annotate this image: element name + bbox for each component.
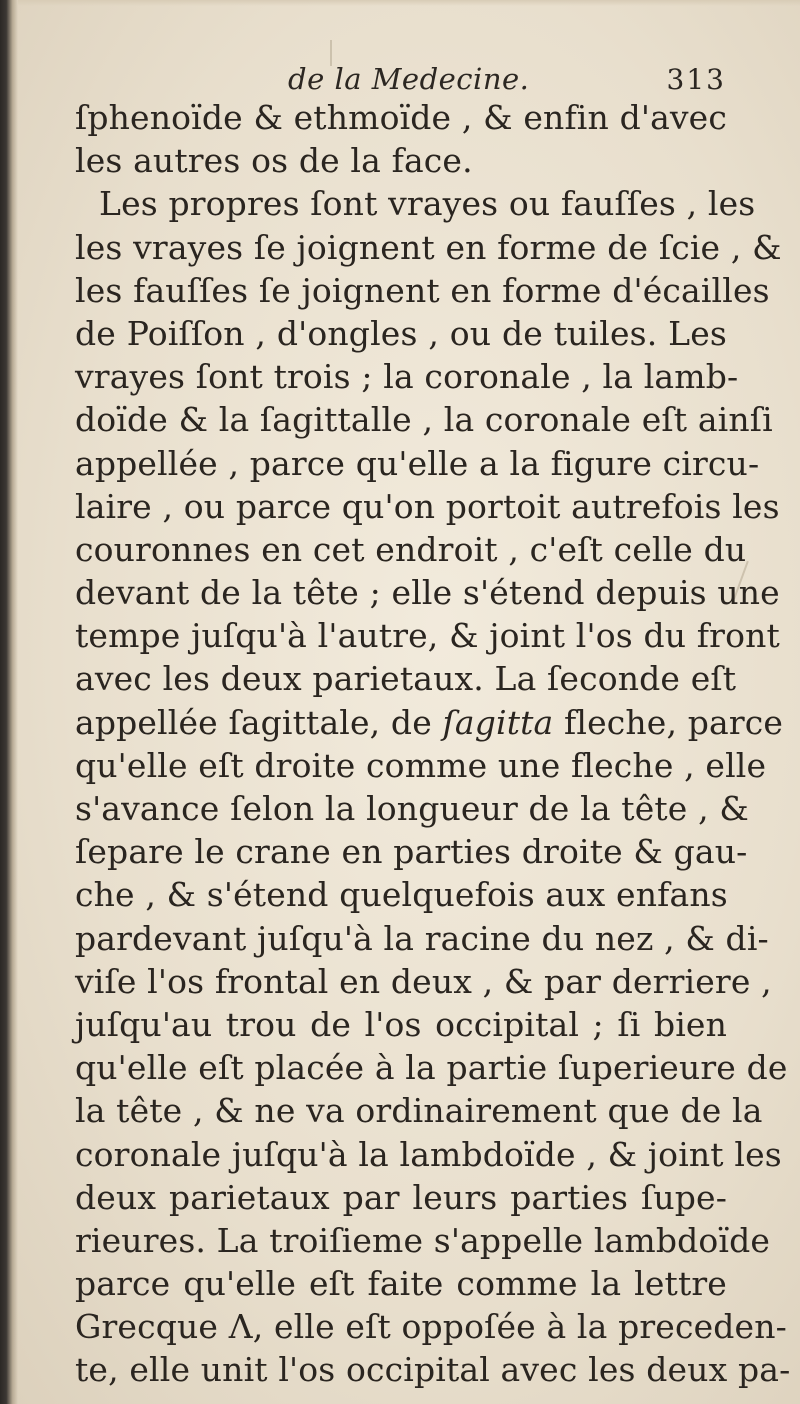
paragraph-start-line: Les propres ſont vrayes ou fauſſes , les xyxy=(99,184,756,224)
book-binding-shadow xyxy=(0,0,18,1404)
text-line: s'avance ſelon la longueur de la tête , & xyxy=(75,789,749,828)
text-line: vrayes ſont trois ; la coronale , la lamb- xyxy=(75,357,739,397)
text-line: rieures. La troiſieme s'appelle lambdoïde xyxy=(75,1220,771,1260)
text-line: qu'elle eſt placée à la partie ſuperieure de xyxy=(75,1048,788,1088)
text-line: viſe l'os frontal en deux , & par derriere , xyxy=(75,961,772,1001)
text-line: appellée , parce qu'elle a la figure circu- xyxy=(75,443,760,483)
text-line: de Poiſſon , d'ongles , ou de tuiles. Les xyxy=(75,313,727,353)
text-line: pardevant juſqu'à la racine du nez , & di- xyxy=(75,918,769,958)
text-line-with-italic xyxy=(75,701,784,744)
text-line: qu'elle eſt droite comme une fleche , elle xyxy=(75,745,767,785)
text-line: les fauſſes ſe joignent en forme d'écailles xyxy=(75,270,770,310)
text-line: devant de la tête ; elle s'étend depuis une xyxy=(75,573,780,613)
italic-latin-term: ſagitta xyxy=(442,702,554,742)
text-line: juſqu'au trou de l'os occipital ; ſi bien xyxy=(75,1004,727,1044)
text-line: Grecque Λ, elle eſt oppoſée à la preceden- xyxy=(75,1307,787,1347)
text-line: les autres os de la face. xyxy=(75,141,473,181)
running-title: de la Medecine. xyxy=(288,62,530,96)
text-line: coronale juſqu'à la lambdoïde , & joint les xyxy=(75,1134,782,1174)
text-line: che , & s'étend quelquefois aux enfans xyxy=(75,875,728,915)
text-line: deux parietaux par leurs parties ſupe- xyxy=(75,1177,727,1217)
page-number: 313 xyxy=(666,63,726,96)
text-line: les vrayes ſe joignent en forme de ſcie , & xyxy=(75,227,782,267)
text-line: avec les deux parietaux. La ſeconde eſt xyxy=(75,659,737,699)
text-line: la tête , & ne va ordinairement que de la xyxy=(75,1091,763,1131)
text-line: ſphenoïde & ethmoïde , & enfin d'avec xyxy=(75,98,727,137)
text-line: doïde & la ſagittalle , la coronale eſt ainſi xyxy=(75,400,773,440)
text-line: te, elle unit l'os occipital avec les deux pa- xyxy=(75,1350,791,1390)
text-line: couronnes en cet endroit , c'eſt celle du xyxy=(75,529,747,569)
text-line: parce qu'elle eſt faite comme la lettre xyxy=(75,1264,727,1304)
body-text xyxy=(75,96,791,1392)
page-top-edge xyxy=(18,0,800,6)
text-line: tempe juſqu'à l'autre, & joint l'os du front xyxy=(75,616,780,656)
text-line: laire , ou parce qu'on portoit autrefois les xyxy=(75,486,780,526)
text-fragment: appellée ſagittale, de xyxy=(75,702,443,742)
text-line: ſepare le crane en parties droite & gau- xyxy=(75,832,748,872)
text-fragment: fleche, parce xyxy=(553,702,784,742)
